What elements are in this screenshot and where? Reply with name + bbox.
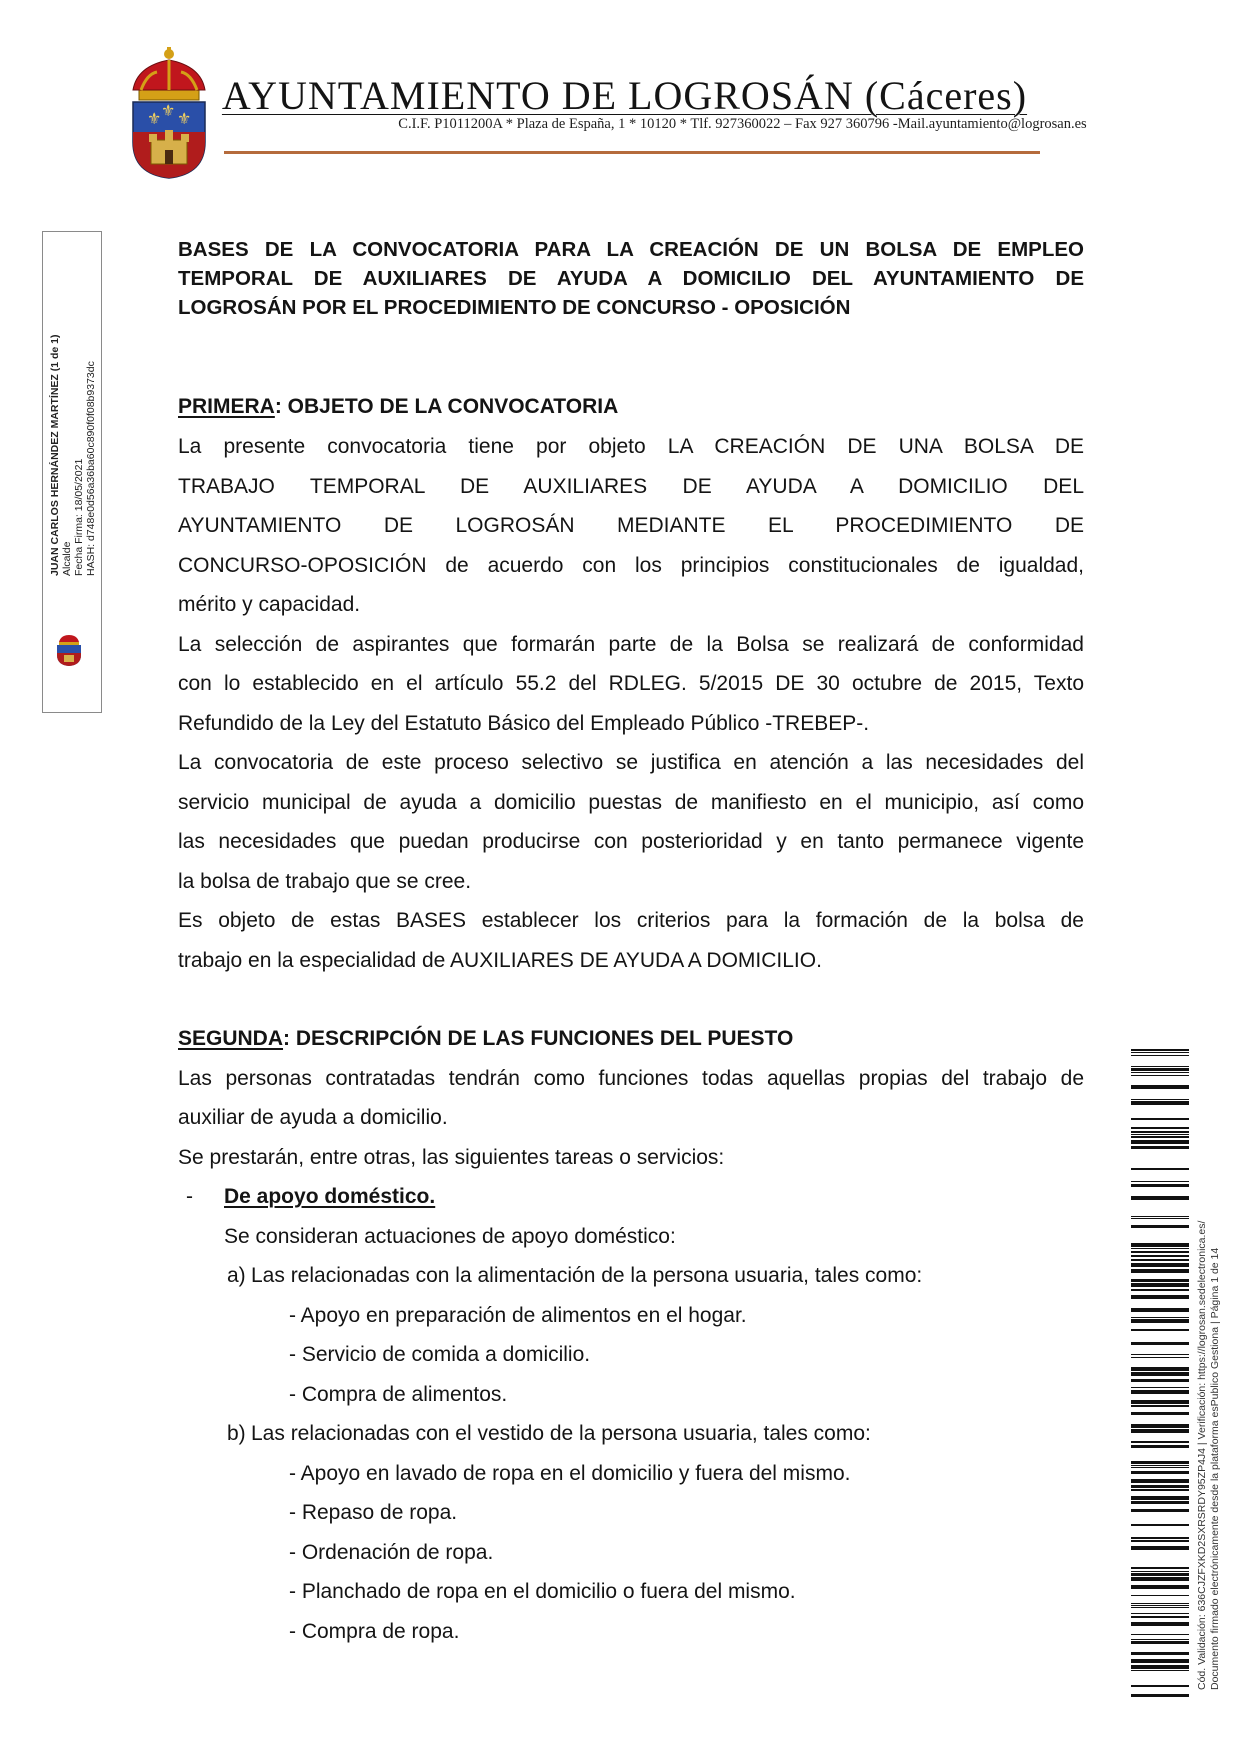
document-title-line: LOGROSÁN POR EL PROCEDIMIENTO DE CONCURSO - OPOSICIÓN [178,296,851,319]
list-marker-b: b) [227,1422,246,1445]
bullet-intro: Se consideran actuaciones de apoyo doméstico: [224,1225,676,1248]
paragraph-line: Las personas contratadas tendrán como funciones todas aquellas propias del trabajo de [178,1067,1084,1090]
list-item: - Repaso de ropa. [289,1501,458,1524]
section-heading-segunda [178,1025,793,1053]
svg-text:⚜: ⚜ [161,101,176,120]
list-item: - Apoyo en lavado de ropa en el domicilio y fuera del mismo. [289,1462,851,1485]
paragraph-line: Se prestarán, entre otras, las siguientes tareas o servicios: [178,1146,725,1169]
list-marker-a: a) [227,1264,246,1287]
organization-title: AYUNTAMIENTO DE LOGROSÁN (Cáceres) [221,73,1028,118]
signature-hash: HASH: d748e0d56a36ba60c890f0f08b9373dc [85,361,97,576]
paragraph-line: La selección de aspirantes que formarán parte de la Bolsa se realizará de conformidad [178,633,1084,656]
paragraph-line: con lo establecido en el artículo 55.2 del RDLEG. 5/2015 DE 30 octubre de 2015, Texto [178,672,1084,695]
section-heading-primera [178,393,618,421]
paragraph-line: Es objeto de estas BASES establecer los criterios para la formación de la bolsa de [178,909,1084,932]
document-title-line: TEMPORAL DE AUXILIARES DE AYUDA A DOMICILIO DEL AYUNTAMIENTO DE [178,267,1084,290]
verification-info [1196,1221,1222,1690]
verification-code: Cód. Validación: 636CJZFXKD2SXRSRDY95ZP4J4 | Verificación: https://logrosan.sedelectronica.es/ [1196,1220,1208,1690]
section-title: : DESCRIPCIÓN DE LAS FUNCIONES DEL PUESTO [283,1027,794,1050]
verification-platform: Documento firmado electrónicamente desde la plataforma esPublico Gestiona | Página 1 de 14 [1209,1247,1221,1690]
list-item: - Compra de ropa. [289,1620,460,1643]
paragraph-line: Refundido de la Ley del Estatuto Básico del Empleado Público -TREBEP-. [178,712,870,735]
list-text-a: Las relacionadas con la alimentación de la persona usuaria, tales como: [251,1264,923,1287]
list-text-b: Las relacionadas con el vestido de la persona usuaria, tales como: [251,1422,871,1445]
svg-text:⚜: ⚜ [177,109,192,128]
paragraph-line: La presente convocatoria tiene por objeto LA CREACIÓN DE UNA BOLSA DE [178,435,1084,458]
paragraph-line: las necesidades que puedan producirse con posterioridad y en tanto permanece vigente [178,830,1084,853]
signature-info [49,334,97,576]
paragraph-line: trabajo en la especialidad de AUXILIARES DE AYUDA A DOMICILIO. [178,949,822,972]
document-title-line: BASES DE LA CONVOCATORIA PARA LA CREACIÓN DE UN BOLSA DE EMPLEO [178,238,1084,261]
paragraph-line: La convocatoria de este proceso selectivo se justifica en atención a las necesidades del [178,751,1084,774]
signature-date: Fecha Firma: 18/05/2021 [73,458,85,576]
paragraph-line: CONCURSO-OPOSICIÓN de acuerdo con los principios constitucionales de igualdad, [178,554,1084,577]
paragraph-line: auxiliar de ayuda a domicilio. [178,1106,448,1129]
paragraph-line: servicio municipal de ayuda a domicilio puestas de manifiesto en el municipio, así como [178,791,1084,814]
verification-barcode-icon [1131,1049,1189,1697]
signer-name: JUAN CARLOS HERNÁNDEZ MARTÍNEZ (1 de 1) [49,334,61,576]
section-label: SEGUNDA [178,1027,284,1050]
list-item: - Planchado de ropa en el domicilio o fuera del mismo. [289,1580,796,1603]
section-label: PRIMERA [178,395,275,418]
bullet-label: De apoyo doméstico. [224,1185,436,1208]
list-item: - Ordenación de ropa. [289,1541,494,1564]
paragraph-line: AYUNTAMIENTO DE LOGROSÁN MEDIANTE EL PROCEDIMIENTO DE [178,514,1084,537]
organization-contact: C.I.F. P1011200A * Plaza de España, 1 * 10120 * Tlf. 927360022 – Fax 927 360796 -Mail.ayuntamiento@logrosan.es [398,116,1087,132]
letterhead-rule [224,151,1040,154]
signer-role: Alcalde [61,541,73,576]
signature-crest-icon [52,633,86,667]
document-title [178,235,1084,322]
paragraph-line: mérito y capacidad. [178,593,361,616]
list-item: - Servicio de comida a domicilio. [289,1343,591,1366]
paragraph-line: TRABAJO TEMPORAL DE AUXILIARES DE AYUDA A DOMICILIO DEL [178,475,1084,498]
list-item: - Apoyo en preparación de alimentos en el hogar. [289,1304,747,1327]
paragraph-line: la bolsa de trabajo que se cree. [178,870,472,893]
section-title: : OBJETO DE LA CONVOCATORIA [274,395,619,418]
bullet-dash: - [186,1185,193,1208]
list-item: - Compra de alimentos. [289,1383,508,1406]
svg-text:⚜: ⚜ [147,109,162,128]
